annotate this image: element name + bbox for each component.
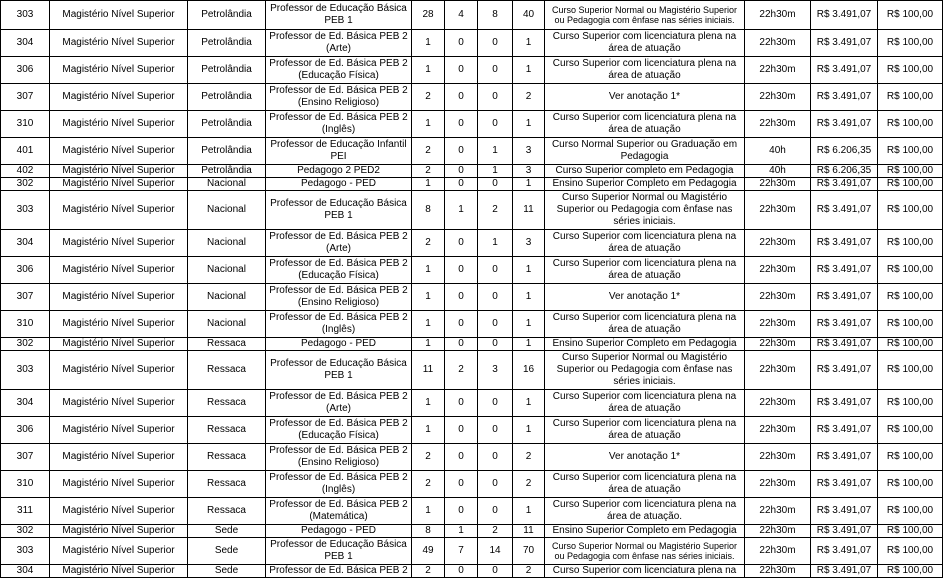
vacancies-pcd-cell: 0 <box>445 84 478 111</box>
vacancies-pcd-cell: 0 <box>445 338 478 351</box>
requirement-cell: Curso Superior com licenciatura plena na área de atuação <box>545 390 745 417</box>
area-cell: Magistério Nível Superior <box>50 138 188 165</box>
vacancies-pcd-cell: 0 <box>445 30 478 57</box>
vacancies-cell: 2 <box>412 165 445 178</box>
salary-cell: R$ 3.491,07 <box>811 471 878 498</box>
vacancies-pcd-cell: 0 <box>445 165 478 178</box>
fee-cell: R$ 100,00 <box>878 138 943 165</box>
total-cell: 1 <box>513 178 545 191</box>
vacancies-cell: 1 <box>412 498 445 525</box>
salary-cell: R$ 3.491,07 <box>811 338 878 351</box>
vacancies-pcd-cell: 0 <box>445 178 478 191</box>
position-cell: Professor de Ed. Básica PEB 2 (Arte) <box>266 230 412 257</box>
position-cell: Professor de Ed. Básica PEB 2 <box>266 565 412 578</box>
position-cell: Professor de Ed. Básica PEB 2 (Educação Física) <box>266 417 412 444</box>
vacancies-pcd-cell: 0 <box>445 565 478 578</box>
code-cell: 310 <box>1 471 50 498</box>
requirement-cell: Curso Superior Normal ou Magistério Superior ou Pedagogia com ênfase nas séries iniciais. <box>545 1 745 30</box>
position-cell: Professor de Ed. Básica PEB 2 (Arte) <box>266 30 412 57</box>
requirement-cell: Ensino Superior Completo em Pedagogia <box>545 525 745 538</box>
code-cell: 310 <box>1 111 50 138</box>
total-cell: 40 <box>513 1 545 30</box>
fee-cell: R$ 100,00 <box>878 84 943 111</box>
requirement-cell: Curso Superior completo em Pedagogia <box>545 165 745 178</box>
code-cell: 302 <box>1 338 50 351</box>
locality-cell: Petrolândia <box>188 138 266 165</box>
position-cell: Professor de Ed. Básica PEB 2 (Inglês) <box>266 311 412 338</box>
area-cell: Magistério Nível Superior <box>50 338 188 351</box>
fee-cell: R$ 100,00 <box>878 417 943 444</box>
fee-cell: R$ 100,00 <box>878 338 943 351</box>
vacancies-cell: 1 <box>412 417 445 444</box>
area-cell: Magistério Nível Superior <box>50 498 188 525</box>
position-cell: Professor de Educação Infantil PEI <box>266 138 412 165</box>
vacancies-cell: 1 <box>412 57 445 84</box>
table-row <box>1 30 943 57</box>
salary-cell: R$ 3.491,07 <box>811 111 878 138</box>
fee-cell: R$ 100,00 <box>878 191 943 230</box>
vacancies-pcd-cell: 7 <box>445 538 478 565</box>
requirement-cell: Curso Superior com licenciatura plena na área de atuação <box>545 417 745 444</box>
code-cell: 304 <box>1 30 50 57</box>
fee-cell: R$ 100,00 <box>878 165 943 178</box>
requirement-cell: Curso Superior Normal ou Magistério Superior ou Pedagogia com ênfase nas séries iniciais. <box>545 191 745 230</box>
code-cell: 401 <box>1 138 50 165</box>
locality-cell: Nacional <box>188 191 266 230</box>
position-cell: Professor de Ed. Básica PEB 2 (Ensino Religioso) <box>266 284 412 311</box>
fee-cell: R$ 100,00 <box>878 178 943 191</box>
salary-cell: R$ 3.491,07 <box>811 311 878 338</box>
area-cell: Magistério Nível Superior <box>50 417 188 444</box>
vacancies-cell: 1 <box>412 178 445 191</box>
vacancies-other-cell: 0 <box>478 111 513 138</box>
area-cell: Magistério Nível Superior <box>50 525 188 538</box>
position-cell: Professor de Educação Básica PEB 1 <box>266 538 412 565</box>
table-row <box>1 165 943 178</box>
vacancies-pcd-cell: 0 <box>445 311 478 338</box>
total-cell: 1 <box>513 57 545 84</box>
workload-cell: 22h30m <box>745 191 811 230</box>
vacancies-pcd-cell: 1 <box>445 191 478 230</box>
vacancies-other-cell: 14 <box>478 538 513 565</box>
vacancies-other-cell: 8 <box>478 1 513 30</box>
code-cell: 307 <box>1 444 50 471</box>
locality-cell: Sede <box>188 538 266 565</box>
locality-cell: Petrolândia <box>188 84 266 111</box>
area-cell: Magistério Nível Superior <box>50 30 188 57</box>
workload-cell: 22h30m <box>745 525 811 538</box>
salary-cell: R$ 3.491,07 <box>811 498 878 525</box>
table-row <box>1 84 943 111</box>
vacancies-other-cell: 0 <box>478 338 513 351</box>
position-cell: Pedagogo - PED <box>266 178 412 191</box>
vacancies-pcd-cell: 0 <box>445 111 478 138</box>
position-cell: Professor de Ed. Básica PEB 2 (Educação Física) <box>266 257 412 284</box>
locality-cell: Ressaca <box>188 390 266 417</box>
table-row <box>1 565 943 578</box>
workload-cell: 22h30m <box>745 538 811 565</box>
position-cell: Professor de Educação Básica PEB 1 <box>266 191 412 230</box>
position-cell: Professor de Ed. Básica PEB 2 (Inglês) <box>266 111 412 138</box>
vacancies-cell: 2 <box>412 444 445 471</box>
workload-cell: 22h30m <box>745 390 811 417</box>
locality-cell: Ressaca <box>188 417 266 444</box>
table-row <box>1 284 943 311</box>
vacancies-other-cell: 2 <box>478 525 513 538</box>
vacancies-other-cell: 2 <box>478 191 513 230</box>
position-cell: Professor de Ed. Básica PEB 2 (Ensino Religioso) <box>266 84 412 111</box>
total-cell: 1 <box>513 498 545 525</box>
area-cell: Magistério Nível Superior <box>50 471 188 498</box>
requirement-cell: Curso Superior com licenciatura plena na área de atuação <box>545 230 745 257</box>
workload-cell: 22h30m <box>745 57 811 84</box>
total-cell: 70 <box>513 538 545 565</box>
locality-cell: Sede <box>188 565 266 578</box>
code-cell: 311 <box>1 498 50 525</box>
vacancies-cell: 1 <box>412 30 445 57</box>
total-cell: 2 <box>513 444 545 471</box>
vacancies-other-cell: 3 <box>478 351 513 390</box>
locality-cell: Nacional <box>188 311 266 338</box>
fee-cell: R$ 100,00 <box>878 471 943 498</box>
table-row <box>1 525 943 538</box>
salary-cell: R$ 3.491,07 <box>811 284 878 311</box>
requirement-cell: Ver anotação 1* <box>545 284 745 311</box>
vacancies-cell: 1 <box>412 257 445 284</box>
locality-cell: Ressaca <box>188 471 266 498</box>
requirement-cell: Curso Superior Normal ou Magistério Superior ou Pedagogia com ênfase nas séries iniciais. <box>545 538 745 565</box>
salary-cell: R$ 3.491,07 <box>811 178 878 191</box>
table-row <box>1 538 943 565</box>
code-cell: 402 <box>1 165 50 178</box>
position-cell: Pedagogo 2 PED2 <box>266 165 412 178</box>
salary-cell: R$ 3.491,07 <box>811 538 878 565</box>
workload-cell: 22h30m <box>745 471 811 498</box>
locality-cell: Nacional <box>188 178 266 191</box>
workload-cell: 22h30m <box>745 84 811 111</box>
workload-cell: 22h30m <box>745 178 811 191</box>
fee-cell: R$ 100,00 <box>878 311 943 338</box>
area-cell: Magistério Nível Superior <box>50 57 188 84</box>
vacancies-pcd-cell: 0 <box>445 444 478 471</box>
vacancies-other-cell: 0 <box>478 257 513 284</box>
locality-cell: Nacional <box>188 284 266 311</box>
workload-cell: 22h30m <box>745 498 811 525</box>
code-cell: 306 <box>1 257 50 284</box>
vacancies-cell: 2 <box>412 138 445 165</box>
position-cell: Professor de Ed. Básica PEB 2 (Matemática) <box>266 498 412 525</box>
requirement-cell: Curso Superior com licenciatura plena na área de atuação <box>545 471 745 498</box>
table-row <box>1 257 943 284</box>
total-cell: 1 <box>513 111 545 138</box>
locality-cell: Ressaca <box>188 498 266 525</box>
vacancies-cell: 28 <box>412 1 445 30</box>
total-cell: 11 <box>513 525 545 538</box>
salary-cell: R$ 3.491,07 <box>811 351 878 390</box>
workload-cell: 22h30m <box>745 257 811 284</box>
total-cell: 1 <box>513 338 545 351</box>
workload-cell: 22h30m <box>745 284 811 311</box>
area-cell: Magistério Nível Superior <box>50 191 188 230</box>
vacancies-cell: 49 <box>412 538 445 565</box>
salary-cell: R$ 6.206,35 <box>811 138 878 165</box>
position-cell: Professor de Educação Básica PEB 1 <box>266 351 412 390</box>
fee-cell: R$ 100,00 <box>878 230 943 257</box>
vacancies-cell: 2 <box>412 84 445 111</box>
code-cell: 303 <box>1 538 50 565</box>
requirement-cell: Ensino Superior Completo em Pedagogia <box>545 338 745 351</box>
salary-cell: R$ 3.491,07 <box>811 230 878 257</box>
vacancies-pcd-cell: 0 <box>445 230 478 257</box>
vacancies-other-cell: 1 <box>478 138 513 165</box>
salary-cell: R$ 6.206,35 <box>811 165 878 178</box>
vacancies-pcd-cell: 4 <box>445 1 478 30</box>
total-cell: 1 <box>513 417 545 444</box>
fee-cell: R$ 100,00 <box>878 565 943 578</box>
fee-cell: R$ 100,00 <box>878 351 943 390</box>
vacancies-other-cell: 0 <box>478 444 513 471</box>
table-row <box>1 178 943 191</box>
total-cell: 2 <box>513 84 545 111</box>
position-cell: Professor de Ed. Básica PEB 2 (Arte) <box>266 390 412 417</box>
code-cell: 303 <box>1 1 50 30</box>
code-cell: 302 <box>1 178 50 191</box>
vacancies-pcd-cell: 0 <box>445 417 478 444</box>
fee-cell: R$ 100,00 <box>878 538 943 565</box>
total-cell: 1 <box>513 311 545 338</box>
vacancies-cell: 11 <box>412 351 445 390</box>
requirement-cell: Curso Superior com licenciatura plena na área de atuação. <box>545 498 745 525</box>
salary-cell: R$ 3.491,07 <box>811 417 878 444</box>
fee-cell: R$ 100,00 <box>878 57 943 84</box>
area-cell: Magistério Nível Superior <box>50 351 188 390</box>
workload-cell: 22h30m <box>745 230 811 257</box>
position-cell: Professor de Ed. Básica PEB 2 (Ensino Religioso) <box>266 444 412 471</box>
code-cell: 307 <box>1 84 50 111</box>
vacancies-other-cell: 0 <box>478 84 513 111</box>
position-cell: Pedagogo - PED <box>266 338 412 351</box>
code-cell: 302 <box>1 525 50 538</box>
workload-cell: 22h30m <box>745 351 811 390</box>
area-cell: Magistério Nível Superior <box>50 111 188 138</box>
requirement-cell: Curso Superior com licenciatura plena na área de atuação <box>545 311 745 338</box>
salary-cell: R$ 3.491,07 <box>811 84 878 111</box>
fee-cell: R$ 100,00 <box>878 30 943 57</box>
table-row <box>1 111 943 138</box>
vacancies-cell: 1 <box>412 338 445 351</box>
code-cell: 303 <box>1 351 50 390</box>
fee-cell: R$ 100,00 <box>878 1 943 30</box>
table-row <box>1 311 943 338</box>
vacancies-cell: 1 <box>412 111 445 138</box>
workload-cell: 22h30m <box>745 111 811 138</box>
table-row <box>1 390 943 417</box>
code-cell: 307 <box>1 284 50 311</box>
vacancies-other-cell: 0 <box>478 498 513 525</box>
salary-cell: R$ 3.491,07 <box>811 257 878 284</box>
vacancies-other-cell: 0 <box>478 311 513 338</box>
vacancies-other-cell: 1 <box>478 230 513 257</box>
vacancies-pcd-cell: 1 <box>445 525 478 538</box>
vacancies-cell: 8 <box>412 191 445 230</box>
vacancies-other-cell: 0 <box>478 178 513 191</box>
total-cell: 1 <box>513 257 545 284</box>
code-cell: 310 <box>1 311 50 338</box>
table-row <box>1 57 943 84</box>
locality-cell: Sede <box>188 525 266 538</box>
code-cell: 306 <box>1 57 50 84</box>
area-cell: Magistério Nível Superior <box>50 390 188 417</box>
fee-cell: R$ 100,00 <box>878 498 943 525</box>
total-cell: 3 <box>513 230 545 257</box>
requirement-cell: Curso Superior com licenciatura plena na <box>545 565 745 578</box>
vacancies-other-cell: 1 <box>478 165 513 178</box>
area-cell: Magistério Nível Superior <box>50 257 188 284</box>
vacancies-cell: 8 <box>412 525 445 538</box>
vacancies-cell: 1 <box>412 284 445 311</box>
table-row <box>1 498 943 525</box>
locality-cell: Nacional <box>188 230 266 257</box>
vacancies-other-cell: 0 <box>478 471 513 498</box>
table-row <box>1 230 943 257</box>
salary-cell: R$ 3.491,07 <box>811 390 878 417</box>
vacancies-pcd-cell: 2 <box>445 351 478 390</box>
workload-cell: 22h30m <box>745 565 811 578</box>
code-cell: 304 <box>1 390 50 417</box>
requirement-cell: Ensino Superior Completo em Pedagogia <box>545 178 745 191</box>
vacancies-pcd-cell: 0 <box>445 390 478 417</box>
workload-cell: 22h30m <box>745 417 811 444</box>
vacancies-pcd-cell: 0 <box>445 498 478 525</box>
workload-cell: 22h30m <box>745 30 811 57</box>
fee-cell: R$ 100,00 <box>878 390 943 417</box>
code-cell: 306 <box>1 417 50 444</box>
table-row <box>1 351 943 390</box>
salary-cell: R$ 3.491,07 <box>811 444 878 471</box>
vacancies-pcd-cell: 0 <box>445 138 478 165</box>
workload-cell: 22h30m <box>745 444 811 471</box>
locality-cell: Ressaca <box>188 444 266 471</box>
area-cell: Magistério Nível Superior <box>50 230 188 257</box>
locality-cell: Petrolândia <box>188 57 266 84</box>
vacancies-other-cell: 0 <box>478 284 513 311</box>
salary-cell: R$ 3.491,07 <box>811 1 878 30</box>
salary-cell: R$ 3.491,07 <box>811 30 878 57</box>
total-cell: 2 <box>513 471 545 498</box>
area-cell: Magistério Nível Superior <box>50 165 188 178</box>
total-cell: 16 <box>513 351 545 390</box>
vacancies-other-cell: 0 <box>478 30 513 57</box>
requirement-cell: Ver anotação 1* <box>545 444 745 471</box>
locality-cell: Nacional <box>188 257 266 284</box>
locality-cell: Ressaca <box>188 338 266 351</box>
vacancies-other-cell: 0 <box>478 417 513 444</box>
workload-cell: 40h <box>745 138 811 165</box>
vacancies-cell: 1 <box>412 311 445 338</box>
area-cell: Magistério Nível Superior <box>50 178 188 191</box>
vacancies-other-cell: 0 <box>478 57 513 84</box>
table-row <box>1 417 943 444</box>
fee-cell: R$ 100,00 <box>878 525 943 538</box>
code-cell: 303 <box>1 191 50 230</box>
table-row <box>1 138 943 165</box>
requirement-cell: Curso Superior com licenciatura plena na área de atuação <box>545 257 745 284</box>
vacancies-other-cell: 0 <box>478 390 513 417</box>
locality-cell: Petrolândia <box>188 165 266 178</box>
salary-cell: R$ 3.491,07 <box>811 525 878 538</box>
requirement-cell: Curso Superior com licenciatura plena na área de atuação <box>545 57 745 84</box>
workload-cell: 40h <box>745 165 811 178</box>
area-cell: Magistério Nível Superior <box>50 538 188 565</box>
position-cell: Professor de Educação Básica PEB 1 <box>266 1 412 30</box>
fee-cell: R$ 100,00 <box>878 444 943 471</box>
total-cell: 2 <box>513 565 545 578</box>
fee-cell: R$ 100,00 <box>878 284 943 311</box>
fee-cell: R$ 100,00 <box>878 111 943 138</box>
vacancies-cell: 2 <box>412 471 445 498</box>
code-cell: 304 <box>1 230 50 257</box>
area-cell: Magistério Nível Superior <box>50 284 188 311</box>
total-cell: 1 <box>513 30 545 57</box>
locality-cell: Petrolândia <box>188 111 266 138</box>
salary-cell: R$ 3.491,07 <box>811 57 878 84</box>
workload-cell: 22h30m <box>745 1 811 30</box>
total-cell: 1 <box>513 284 545 311</box>
vacancies-pcd-cell: 0 <box>445 57 478 84</box>
total-cell: 3 <box>513 165 545 178</box>
requirement-cell: Curso Superior com licenciatura plena na área de atuação <box>545 111 745 138</box>
vacancies-cell: 1 <box>412 390 445 417</box>
position-cell: Professor de Ed. Básica PEB 2 (Inglês) <box>266 471 412 498</box>
table-row <box>1 471 943 498</box>
fee-cell: R$ 100,00 <box>878 257 943 284</box>
workload-cell: 22h30m <box>745 311 811 338</box>
locality-cell: Petrolândia <box>188 1 266 30</box>
code-cell: 304 <box>1 565 50 578</box>
total-cell: 3 <box>513 138 545 165</box>
area-cell: Magistério Nível Superior <box>50 84 188 111</box>
workload-cell: 22h30m <box>745 338 811 351</box>
locality-cell: Ressaca <box>188 351 266 390</box>
requirement-cell: Ver anotação 1* <box>545 84 745 111</box>
vacancies-cell: 2 <box>412 230 445 257</box>
total-cell: 1 <box>513 390 545 417</box>
salary-cell: R$ 3.491,07 <box>811 191 878 230</box>
total-cell: 11 <box>513 191 545 230</box>
table-row <box>1 338 943 351</box>
table-row <box>1 191 943 230</box>
area-cell: Magistério Nível Superior <box>50 444 188 471</box>
locality-cell: Petrolândia <box>188 30 266 57</box>
vacancies-pcd-cell: 0 <box>445 284 478 311</box>
table-row <box>1 1 943 30</box>
requirement-cell: Curso Superior com licenciatura plena na área de atuação <box>545 30 745 57</box>
salary-cell: R$ 3.491,07 <box>811 565 878 578</box>
vacancies-other-cell: 0 <box>478 565 513 578</box>
vacancies-pcd-cell: 0 <box>445 257 478 284</box>
area-cell: Magistério Nível Superior <box>50 565 188 578</box>
area-cell: Magistério Nível Superior <box>50 1 188 30</box>
position-cell: Professor de Ed. Básica PEB 2 (Educação Física) <box>266 57 412 84</box>
table-row <box>1 444 943 471</box>
requirement-cell: Curso Normal Superior ou Graduação em Pedagogia <box>545 138 745 165</box>
requirement-cell: Curso Superior Normal ou Magistério Superior ou Pedagogia com ênfase nas séries iniciais. <box>545 351 745 390</box>
position-cell: Pedagogo - PED <box>266 525 412 538</box>
vacancies-pcd-cell: 0 <box>445 471 478 498</box>
vacancies-cell: 2 <box>412 565 445 578</box>
area-cell: Magistério Nível Superior <box>50 311 188 338</box>
